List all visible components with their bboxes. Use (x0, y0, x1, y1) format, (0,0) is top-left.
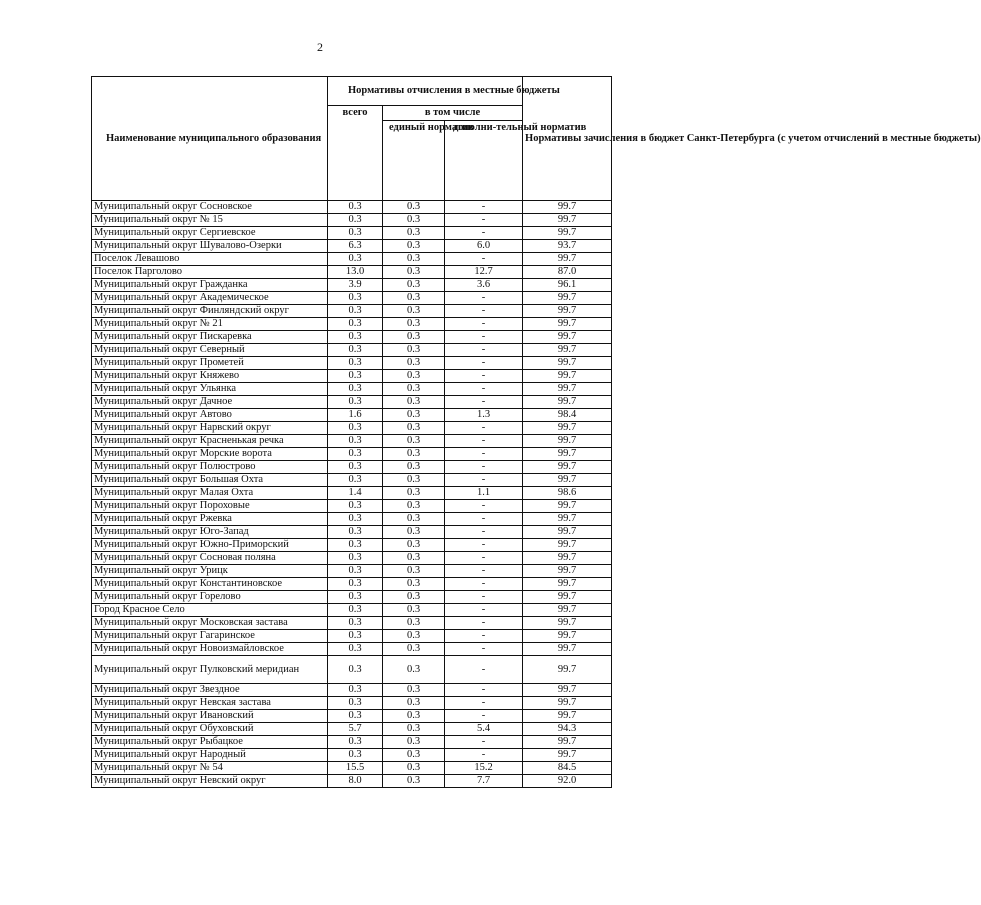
cell-spb: 99.7 (523, 684, 612, 697)
table-row (92, 331, 612, 344)
cell-name: Муниципальный округ Автово (92, 409, 328, 422)
cell-single: 0.3 (383, 435, 445, 448)
cell-total: 0.3 (328, 656, 383, 684)
norms-table (91, 76, 981, 788)
cell-name: Муниципальный округ № 54 (92, 762, 328, 775)
table-row (92, 552, 612, 565)
cell-name: Муниципальный округ Пулковский меридиан (92, 656, 328, 684)
cell-name: Муниципальный округ Ивановский (92, 710, 328, 723)
cell-spb: 99.7 (523, 539, 612, 552)
cell-spb: 99.7 (523, 604, 612, 617)
cell-spb: 99.7 (523, 227, 612, 240)
cell-spb: 99.7 (523, 292, 612, 305)
cell-name: Муниципальный округ Северный (92, 344, 328, 357)
cell-spb: 99.7 (523, 565, 612, 578)
table-row (92, 227, 612, 240)
cell-single: 0.3 (383, 684, 445, 697)
cell-additional: - (445, 736, 523, 749)
header-including: в том числе (383, 106, 523, 121)
cell-spb: 99.7 (523, 383, 612, 396)
cell-additional: - (445, 565, 523, 578)
cell-total: 0.3 (328, 749, 383, 762)
cell-total: 0.3 (328, 383, 383, 396)
cell-spb: 99.7 (523, 710, 612, 723)
table-row (92, 710, 612, 723)
cell-total: 0.3 (328, 253, 383, 266)
cell-total: 0.3 (328, 697, 383, 710)
cell-single: 0.3 (383, 578, 445, 591)
cell-additional: - (445, 474, 523, 487)
cell-spb: 99.7 (523, 656, 612, 684)
cell-total: 0.3 (328, 604, 383, 617)
table-row (92, 684, 612, 697)
table-row (92, 604, 612, 617)
cell-name: Муниципальный округ Малая Охта (92, 487, 328, 500)
cell-spb: 99.7 (523, 370, 612, 383)
table-row (92, 643, 612, 656)
cell-total: 0.3 (328, 552, 383, 565)
cell-single: 0.3 (383, 736, 445, 749)
cell-name: Муниципальный округ Юго-Запад (92, 526, 328, 539)
cell-additional: - (445, 578, 523, 591)
cell-additional: - (445, 591, 523, 604)
cell-total: 0.3 (328, 500, 383, 513)
table-row (92, 279, 612, 292)
cell-name: Муниципальный округ Звездное (92, 684, 328, 697)
cell-single: 0.3 (383, 214, 445, 227)
cell-single: 0.3 (383, 370, 445, 383)
cell-name: Муниципальный округ Гражданка (92, 279, 328, 292)
cell-total: 0.3 (328, 435, 383, 448)
cell-spb: 99.7 (523, 578, 612, 591)
cell-additional: - (445, 383, 523, 396)
cell-spb: 99.7 (523, 318, 612, 331)
table-row (92, 344, 612, 357)
cell-name: Муниципальный округ Невский округ (92, 775, 328, 788)
cell-name: Муниципальный округ Шувалово-Озерки (92, 240, 328, 253)
cell-additional: - (445, 318, 523, 331)
cell-spb: 99.7 (523, 749, 612, 762)
cell-total: 13.0 (328, 266, 383, 279)
table-row (92, 461, 612, 474)
table-row (92, 487, 612, 500)
table-row (92, 396, 612, 409)
cell-additional: - (445, 656, 523, 684)
table-row (92, 201, 612, 214)
cell-total: 0.3 (328, 292, 383, 305)
cell-single: 0.3 (383, 344, 445, 357)
cell-name: Муниципальный округ Ржевка (92, 513, 328, 526)
cell-single: 0.3 (383, 318, 445, 331)
cell-single: 0.3 (383, 749, 445, 762)
cell-additional: 1.1 (445, 487, 523, 500)
cell-name: Поселок Парголово (92, 266, 328, 279)
cell-single: 0.3 (383, 656, 445, 684)
cell-single: 0.3 (383, 697, 445, 710)
table-row (92, 292, 612, 305)
header-total: всего (328, 106, 383, 201)
cell-additional: 3.6 (445, 279, 523, 292)
cell-total: 0.3 (328, 201, 383, 214)
table-row (92, 409, 612, 422)
table-header (92, 77, 981, 201)
cell-spb: 99.7 (523, 697, 612, 710)
cell-single: 0.3 (383, 591, 445, 604)
header-single: единый норматив (383, 121, 445, 201)
cell-spb: 99.7 (523, 736, 612, 749)
cell-single: 0.3 (383, 500, 445, 513)
cell-name: Муниципальный округ Дачное (92, 396, 328, 409)
table-row (92, 513, 612, 526)
cell-spb: 93.7 (523, 240, 612, 253)
cell-additional: - (445, 684, 523, 697)
cell-spb: 98.4 (523, 409, 612, 422)
table-row (92, 723, 612, 736)
cell-name: Муниципальный округ Южно-Приморский (92, 539, 328, 552)
cell-total: 0.3 (328, 422, 383, 435)
cell-single: 0.3 (383, 643, 445, 656)
cell-single: 0.3 (383, 396, 445, 409)
cell-name: Муниципальный округ Сергиевское (92, 227, 328, 240)
cell-additional: - (445, 617, 523, 630)
cell-name: Город Красное Село (92, 604, 328, 617)
table-row (92, 253, 612, 266)
cell-spb: 99.7 (523, 448, 612, 461)
cell-single: 0.3 (383, 448, 445, 461)
cell-total: 0.3 (328, 578, 383, 591)
cell-total: 0.3 (328, 227, 383, 240)
cell-single: 0.3 (383, 513, 445, 526)
cell-single: 0.3 (383, 604, 445, 617)
cell-total: 0.3 (328, 710, 383, 723)
cell-additional: - (445, 214, 523, 227)
cell-single: 0.3 (383, 487, 445, 500)
cell-spb: 99.7 (523, 422, 612, 435)
cell-total: 0.3 (328, 617, 383, 630)
table-body (92, 201, 612, 788)
header-additional: дополни-тельный норматив (445, 121, 523, 201)
cell-single: 0.3 (383, 227, 445, 240)
cell-spb: 99.7 (523, 357, 612, 370)
table-row (92, 526, 612, 539)
cell-additional: 12.7 (445, 266, 523, 279)
table-row (92, 422, 612, 435)
cell-single: 0.3 (383, 409, 445, 422)
cell-total: 15.5 (328, 762, 383, 775)
cell-name: Муниципальный округ Академическое (92, 292, 328, 305)
cell-name: Муниципальный округ Московская застава (92, 617, 328, 630)
cell-single: 0.3 (383, 630, 445, 643)
cell-single: 0.3 (383, 292, 445, 305)
table-row (92, 318, 612, 331)
table-row (92, 240, 612, 253)
cell-name: Муниципальный округ Большая Охта (92, 474, 328, 487)
cell-name: Муниципальный округ Горелово (92, 591, 328, 604)
cell-single: 0.3 (383, 775, 445, 788)
cell-name: Муниципальный округ Пискаревка (92, 331, 328, 344)
cell-single: 0.3 (383, 710, 445, 723)
cell-name: Муниципальный округ Морские ворота (92, 448, 328, 461)
cell-name: Муниципальный округ Урицк (92, 565, 328, 578)
table-row (92, 266, 612, 279)
cell-spb: 99.7 (523, 331, 612, 344)
cell-total: 0.3 (328, 370, 383, 383)
cell-spb: 99.7 (523, 643, 612, 656)
table-row (92, 617, 612, 630)
table-row (92, 630, 612, 643)
table-row (92, 749, 612, 762)
table-row (92, 305, 612, 318)
cell-total: 5.7 (328, 723, 383, 736)
cell-spb: 94.3 (523, 723, 612, 736)
cell-total: 0.3 (328, 591, 383, 604)
table-row (92, 775, 612, 788)
cell-spb: 99.7 (523, 526, 612, 539)
table-row (92, 736, 612, 749)
cell-additional: - (445, 357, 523, 370)
cell-name: Поселок Левашово (92, 253, 328, 266)
table-row (92, 762, 612, 775)
cell-spb: 87.0 (523, 266, 612, 279)
cell-total: 0.3 (328, 630, 383, 643)
cell-total: 0.3 (328, 318, 383, 331)
cell-spb: 99.7 (523, 214, 612, 227)
cell-additional: - (445, 643, 523, 656)
cell-name: Муниципальный округ № 21 (92, 318, 328, 331)
cell-name: Муниципальный округ Полюстрово (92, 461, 328, 474)
header-name: Наименование муниципального образования (92, 77, 328, 201)
cell-single: 0.3 (383, 253, 445, 266)
cell-spb: 99.7 (523, 253, 612, 266)
cell-spb: 99.7 (523, 201, 612, 214)
cell-total: 0.3 (328, 305, 383, 318)
cell-name: Муниципальный округ Константиновское (92, 578, 328, 591)
cell-spb: 99.7 (523, 344, 612, 357)
cell-single: 0.3 (383, 357, 445, 370)
cell-spb: 99.7 (523, 513, 612, 526)
cell-name: Муниципальный округ Гагаринское (92, 630, 328, 643)
cell-total: 0.3 (328, 565, 383, 578)
cell-single: 0.3 (383, 383, 445, 396)
cell-additional: 1.3 (445, 409, 523, 422)
cell-additional: - (445, 370, 523, 383)
cell-total: 0.3 (328, 461, 383, 474)
cell-spb: 96.1 (523, 279, 612, 292)
cell-spb: 99.7 (523, 461, 612, 474)
cell-additional: - (445, 305, 523, 318)
cell-name: Муниципальный округ Рыбацкое (92, 736, 328, 749)
table-row (92, 357, 612, 370)
table-row (92, 565, 612, 578)
table-row (92, 539, 612, 552)
table-row (92, 214, 612, 227)
cell-single: 0.3 (383, 461, 445, 474)
cell-spb: 99.7 (523, 630, 612, 643)
cell-spb: 99.7 (523, 500, 612, 513)
cell-name: Муниципальный округ № 15 (92, 214, 328, 227)
cell-total: 0.3 (328, 526, 383, 539)
cell-total: 0.3 (328, 396, 383, 409)
cell-single: 0.3 (383, 266, 445, 279)
cell-additional: 15.2 (445, 762, 523, 775)
table-row (92, 500, 612, 513)
cell-spb: 99.7 (523, 617, 612, 630)
cell-additional: - (445, 630, 523, 643)
table-row (92, 435, 612, 448)
cell-name: Муниципальный округ Пороховые (92, 500, 328, 513)
table-row (92, 656, 612, 684)
cell-total: 0.3 (328, 357, 383, 370)
cell-total: 0.3 (328, 448, 383, 461)
cell-name: Муниципальный округ Ульянка (92, 383, 328, 396)
table-row (92, 383, 612, 396)
cell-total: 1.6 (328, 409, 383, 422)
cell-single: 0.3 (383, 565, 445, 578)
cell-spb: 92.0 (523, 775, 612, 788)
cell-spb: 99.7 (523, 552, 612, 565)
cell-additional: - (445, 710, 523, 723)
cell-name: Муниципальный округ Княжево (92, 370, 328, 383)
cell-additional: - (445, 539, 523, 552)
cell-total: 0.3 (328, 513, 383, 526)
cell-name: Муниципальный округ Нарвский округ (92, 422, 328, 435)
cell-additional: - (445, 513, 523, 526)
cell-total: 8.0 (328, 775, 383, 788)
cell-additional: - (445, 396, 523, 409)
cell-name: Муниципальный округ Финляндский округ (92, 305, 328, 318)
cell-total: 6.3 (328, 240, 383, 253)
cell-additional: - (445, 331, 523, 344)
cell-spb: 99.7 (523, 305, 612, 318)
cell-spb: 84.5 (523, 762, 612, 775)
cell-single: 0.3 (383, 723, 445, 736)
table-row (92, 448, 612, 461)
cell-single: 0.3 (383, 305, 445, 318)
cell-single: 0.3 (383, 762, 445, 775)
cell-single: 0.3 (383, 539, 445, 552)
table-row (92, 697, 612, 710)
cell-name: Муниципальный округ Прометей (92, 357, 328, 370)
page-number: 2 (317, 40, 323, 54)
cell-additional: 6.0 (445, 240, 523, 253)
cell-additional: - (445, 604, 523, 617)
cell-additional: - (445, 422, 523, 435)
table-row (92, 474, 612, 487)
cell-name: Муниципальный округ Народный (92, 749, 328, 762)
cell-name: Муниципальный округ Невская застава (92, 697, 328, 710)
cell-single: 0.3 (383, 526, 445, 539)
cell-name: Муниципальный округ Сосновское (92, 201, 328, 214)
cell-total: 0.3 (328, 344, 383, 357)
cell-total: 0.3 (328, 643, 383, 656)
cell-total: 0.3 (328, 684, 383, 697)
cell-spb: 99.7 (523, 474, 612, 487)
cell-additional: - (445, 344, 523, 357)
cell-additional: - (445, 435, 523, 448)
cell-single: 0.3 (383, 474, 445, 487)
cell-name: Муниципальный округ Сосновая поляна (92, 552, 328, 565)
cell-single: 0.3 (383, 331, 445, 344)
cell-additional: - (445, 448, 523, 461)
cell-additional: - (445, 227, 523, 240)
table-row (92, 578, 612, 591)
cell-total: 0.3 (328, 736, 383, 749)
cell-additional: - (445, 749, 523, 762)
cell-spb: 99.7 (523, 435, 612, 448)
cell-additional: - (445, 253, 523, 266)
cell-single: 0.3 (383, 240, 445, 253)
table-row (92, 591, 612, 604)
cell-additional: 7.7 (445, 775, 523, 788)
header-spb-norms: Нормативы зачисления в бюджет Санкт-Петербурга (с учетом отчислений в местные бюджеты) (523, 77, 612, 201)
cell-name: Муниципальный округ Красненькая речка (92, 435, 328, 448)
cell-name: Муниципальный округ Новоизмайловское (92, 643, 328, 656)
cell-total: 0.3 (328, 474, 383, 487)
cell-total: 0.3 (328, 539, 383, 552)
cell-additional: - (445, 552, 523, 565)
cell-additional: - (445, 697, 523, 710)
cell-single: 0.3 (383, 201, 445, 214)
cell-spb: 99.7 (523, 396, 612, 409)
cell-single: 0.3 (383, 422, 445, 435)
cell-additional: - (445, 201, 523, 214)
cell-name: Муниципальный округ Обуховский (92, 723, 328, 736)
cell-total: 1.4 (328, 487, 383, 500)
cell-total: 3.9 (328, 279, 383, 292)
cell-additional: - (445, 500, 523, 513)
cell-single: 0.3 (383, 279, 445, 292)
cell-spb: 98.6 (523, 487, 612, 500)
table-row (92, 370, 612, 383)
cell-additional: - (445, 461, 523, 474)
cell-additional: - (445, 292, 523, 305)
cell-additional: 5.4 (445, 723, 523, 736)
cell-additional: - (445, 526, 523, 539)
header-local-norms: Нормативы отчисления в местные бюджеты (328, 77, 523, 106)
cell-single: 0.3 (383, 552, 445, 565)
cell-total: 0.3 (328, 214, 383, 227)
cell-single: 0.3 (383, 617, 445, 630)
cell-total: 0.3 (328, 331, 383, 344)
cell-spb: 99.7 (523, 591, 612, 604)
